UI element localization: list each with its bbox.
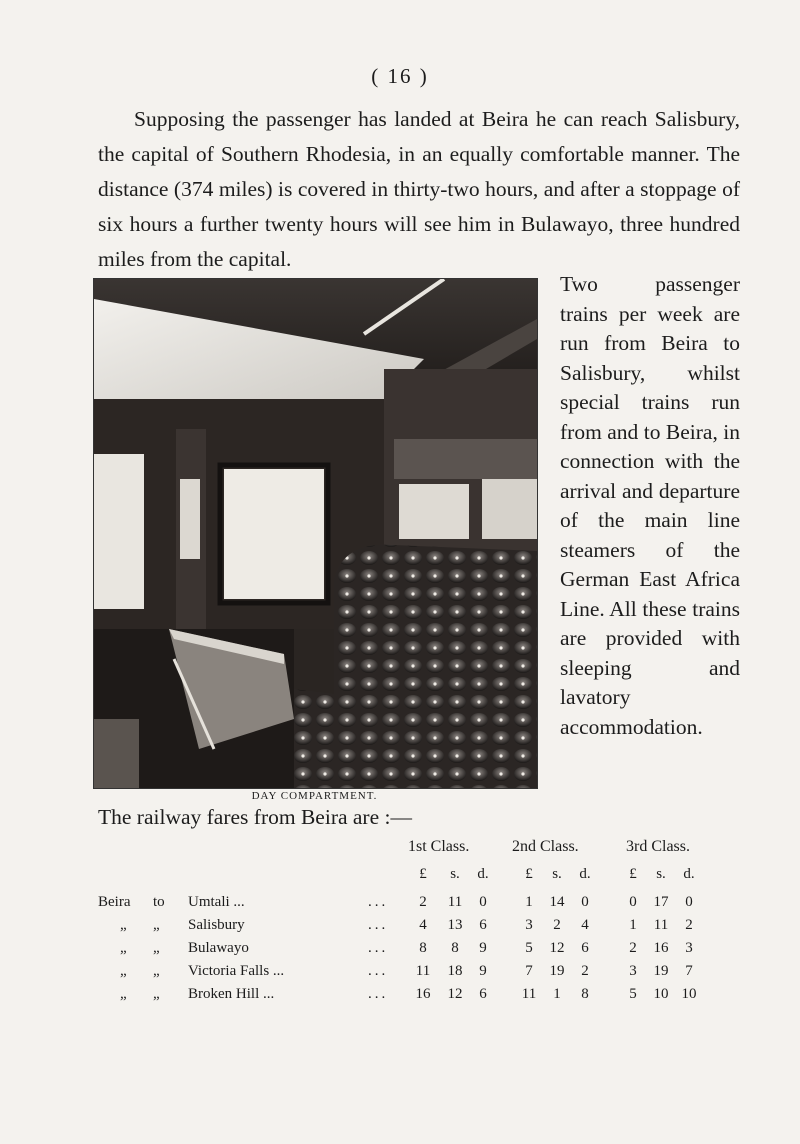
route-leader-dots: ... bbox=[368, 940, 389, 956]
unit-shillings-1: s. bbox=[450, 866, 460, 882]
route-destination: Salisbury bbox=[188, 917, 245, 933]
second-class-header: 2nd Class. bbox=[512, 838, 579, 855]
second-class-fare-shillings: 14 bbox=[549, 894, 565, 910]
third-class-fare-shillings: 10 bbox=[653, 986, 669, 1002]
unit-pounds-1: £ bbox=[419, 866, 427, 882]
second-class-fare-pence: 8 bbox=[581, 986, 589, 1002]
route-leader-dots: ... bbox=[368, 963, 389, 979]
route-destination: Bulawayo bbox=[188, 940, 249, 956]
second-class-fare-shillings: 2 bbox=[553, 917, 561, 933]
route-from: „ bbox=[120, 917, 127, 933]
second-class-fare-pounds: 1 bbox=[525, 894, 533, 910]
unit-pence-3: d. bbox=[683, 866, 695, 882]
third-class-fare-pence: 7 bbox=[685, 963, 693, 979]
day-compartment-photo bbox=[93, 278, 538, 789]
unit-shillings-2: s. bbox=[552, 866, 562, 882]
second-class-fare-shillings: 12 bbox=[549, 940, 565, 956]
third-class-fare-pence: 3 bbox=[685, 940, 693, 956]
unit-pence-1: d. bbox=[477, 866, 489, 882]
first-class-fare-pounds: 8 bbox=[419, 940, 427, 956]
second-class-fare-pounds: 3 bbox=[525, 917, 533, 933]
first-class-fare-pence: 9 bbox=[479, 963, 487, 979]
route-from: Beira bbox=[98, 894, 131, 910]
first-class-fare-pounds: 4 bbox=[419, 917, 427, 933]
fares-intro: The railway fares from Beira are :— bbox=[98, 805, 412, 829]
side-paragraph: Two passenger trains per week are run from Beira to Salisbury, whilst special trains run from and to Beira, in connection with the arrival and departure of the main line steamers of the German East Africa Line. All these trains are provided with sleeping and lavatory accommodation. bbox=[560, 272, 740, 739]
route-from: „ bbox=[120, 940, 127, 956]
route-to-word: „ bbox=[153, 986, 160, 1002]
second-class-fare-shillings: 19 bbox=[549, 963, 565, 979]
page-number: ( 16 ) bbox=[371, 64, 429, 88]
route-leader-dots: ... bbox=[368, 917, 389, 933]
third-class-fare-pounds: 3 bbox=[629, 963, 637, 979]
third-class-fare-shillings: 19 bbox=[653, 963, 669, 979]
third-class-fare-pounds: 2 bbox=[629, 940, 637, 956]
first-class-fare-pounds: 11 bbox=[415, 963, 431, 979]
first-class-fare-pence: 6 bbox=[479, 917, 487, 933]
first-class-fare-pence: 9 bbox=[479, 940, 487, 956]
first-class-fare-pounds: 16 bbox=[415, 986, 431, 1002]
first-class-header: 1st Class. bbox=[408, 838, 470, 855]
route-from: „ bbox=[120, 963, 127, 979]
unit-pounds-3: £ bbox=[629, 866, 637, 882]
route-from: „ bbox=[120, 986, 127, 1002]
third-class-fare-pounds: 1 bbox=[629, 917, 637, 933]
first-class-fare-pence: 6 bbox=[479, 986, 487, 1002]
intro-paragraph-text: Supposing the passenger has landed at Beira he can reach Salisbury, the capital of Southern Rhodesia, in an equally comfortable manner. The distance (374 miles) is covered in thirty-two hours, and after a stoppage of six hours a further twenty hours will see him in Bulawayo, three hundred miles from the capital. bbox=[98, 107, 740, 271]
second-class-fare-pence: 2 bbox=[581, 963, 589, 979]
photo-caption: DAY COMPARTMENT. bbox=[251, 790, 378, 802]
third-class-header: 3rd Class. bbox=[626, 838, 690, 855]
route-leader-dots: ... bbox=[368, 986, 389, 1002]
third-class-fare-shillings: 16 bbox=[653, 940, 669, 956]
third-class-fare-shillings: 11 bbox=[653, 917, 669, 933]
first-class-fare-shillings: 11 bbox=[447, 894, 463, 910]
second-class-fare-pence: 4 bbox=[581, 917, 589, 933]
route-to-word: to bbox=[153, 894, 165, 910]
third-class-fare-shillings: 17 bbox=[653, 894, 669, 910]
second-class-fare-pence: 0 bbox=[581, 894, 589, 910]
second-class-fare-pounds: 7 bbox=[525, 963, 533, 979]
second-class-fare-pounds: 11 bbox=[521, 986, 537, 1002]
first-class-fare-pence: 0 bbox=[479, 894, 487, 910]
unit-pounds-2: £ bbox=[525, 866, 533, 882]
third-class-fare-pence: 10 bbox=[681, 986, 697, 1002]
second-class-fare-pence: 6 bbox=[581, 940, 589, 956]
first-class-fare-shillings: 13 bbox=[447, 917, 463, 933]
second-class-fare-shillings: 1 bbox=[553, 986, 561, 1002]
unit-shillings-3: s. bbox=[656, 866, 666, 882]
third-class-fare-pounds: 5 bbox=[629, 986, 637, 1002]
third-class-fare-pence: 2 bbox=[685, 917, 693, 933]
unit-pence-2: d. bbox=[579, 866, 591, 882]
first-class-fare-shillings: 12 bbox=[447, 986, 463, 1002]
route-destination: Broken Hill ... bbox=[188, 986, 275, 1002]
route-leader-dots: ... bbox=[368, 894, 389, 910]
route-to-word: „ bbox=[153, 940, 160, 956]
route-to-word: „ bbox=[153, 917, 160, 933]
third-class-fare-pounds: 0 bbox=[629, 894, 637, 910]
route-destination: Victoria Falls ... bbox=[188, 963, 285, 979]
third-class-fare-pence: 0 bbox=[685, 894, 693, 910]
first-class-fare-shillings: 18 bbox=[447, 963, 463, 979]
first-class-fare-pounds: 2 bbox=[419, 894, 427, 910]
route-destination: Umtali ... bbox=[188, 894, 245, 910]
route-to-word: „ bbox=[153, 963, 160, 979]
fares-table bbox=[98, 838, 740, 1038]
second-class-fare-pounds: 5 bbox=[525, 940, 533, 956]
first-class-fare-shillings: 8 bbox=[451, 940, 459, 956]
intro-paragraph bbox=[98, 102, 740, 277]
